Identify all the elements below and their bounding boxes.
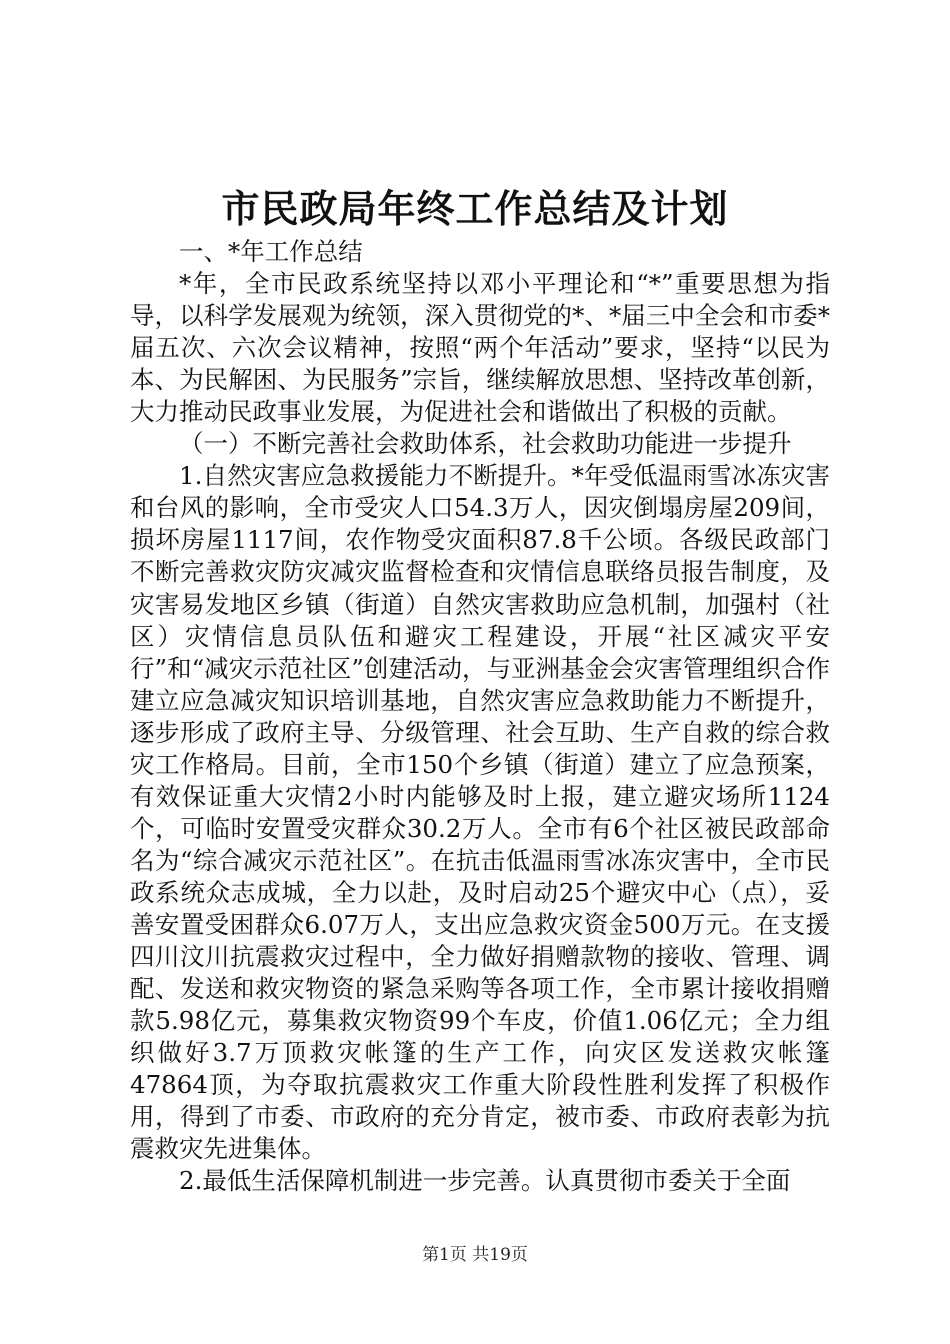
body-paragraph: 1.自然灾害应急救援能力不断提升。*年受低温雨雪冰冻灾害和台风的影响，全市受灾人口54.3万人，因灾倒塌房屋209间，损坏房屋1117间，农作物受灾面积87.8千公顷。各级民政部门不断完善救灾防灾减灾监督检查和灾情信息联络员报告制度，及灾害易发地区乡镇（街道）自然灾害救助应急机制，加强村（社区）灾情信息员队伍和避灾工程建设，开展“社区减灾平安行”和“减灾示范社区”创建活动，与亚洲基金会灾害管理组织合作建立应急减灾知识培训基地，自然灾害应急救助能力不断提升，逐步形成了政府主导、分级管理、社会互助、生产自救的综合救灾工作格局。目前，全市150个乡镇（街道）建立了应急预案，有效保证重大灾情2小时内能够及时上报，建立避灾场所1124个，可临时安置受灾群众30.2万人。全市有6个社区被民政部命名为“综合减灾示范社区”。在抗击低温雨雪冰冻灾害中，全市民政系统众志成城，全力以赴，及时启动25个避灾中心（点），妥善安置受困群众6.07万人，支出应急救灾资金500万元。在支援四川汶川抗震救灾过程中，全力做好捐赠款物的接收、管理、调配、发送和救灾物资的紧急采购等各项工作，全市累计接收捐赠款5.98亿元，募集救灾物资99个车皮，价值1.06亿元；全力组织做好3.7万顶救灾帐篷的生产工作，向灾区发送救灾帐篷47864顶，为夺取抗震救灾工作重大阶段性胜利发挥了积极作用，得到了市委、市政府的充分肯定，被市委、市政府表彰为抗震救灾先进集体。 <box>130 461 830 1164</box>
document-body <box>130 236 830 1197</box>
body-paragraph: 2.最低生活保障机制进一步完善。认真贯彻市委关于全面 <box>179 1166 791 1196</box>
body-paragraph: *年，全市民政系统坚持以邓小平理论和“*”重要思想为指导，以科学发展观为统领，深入贯彻党的*、*届三中全会和市委*届五次、六次会议精神，按照“两个年活动”要求，坚持“以民为本、为民解困、为民服务”宗旨，继续解放思想、坚持改革创新，大力推动民政事业发展，为促进社会和谐做出了积极的贡献。 <box>130 269 830 427</box>
subsection-heading: （一）不断完善社会救助体系，社会救助功能进一步提升 <box>179 429 792 459</box>
page-number-footer: 第1页 共19页 <box>422 1245 528 1265</box>
document-title: 市民政局年终工作总结及计划 <box>221 186 729 231</box>
section-heading: 一、*年工作总结 <box>179 237 363 266</box>
